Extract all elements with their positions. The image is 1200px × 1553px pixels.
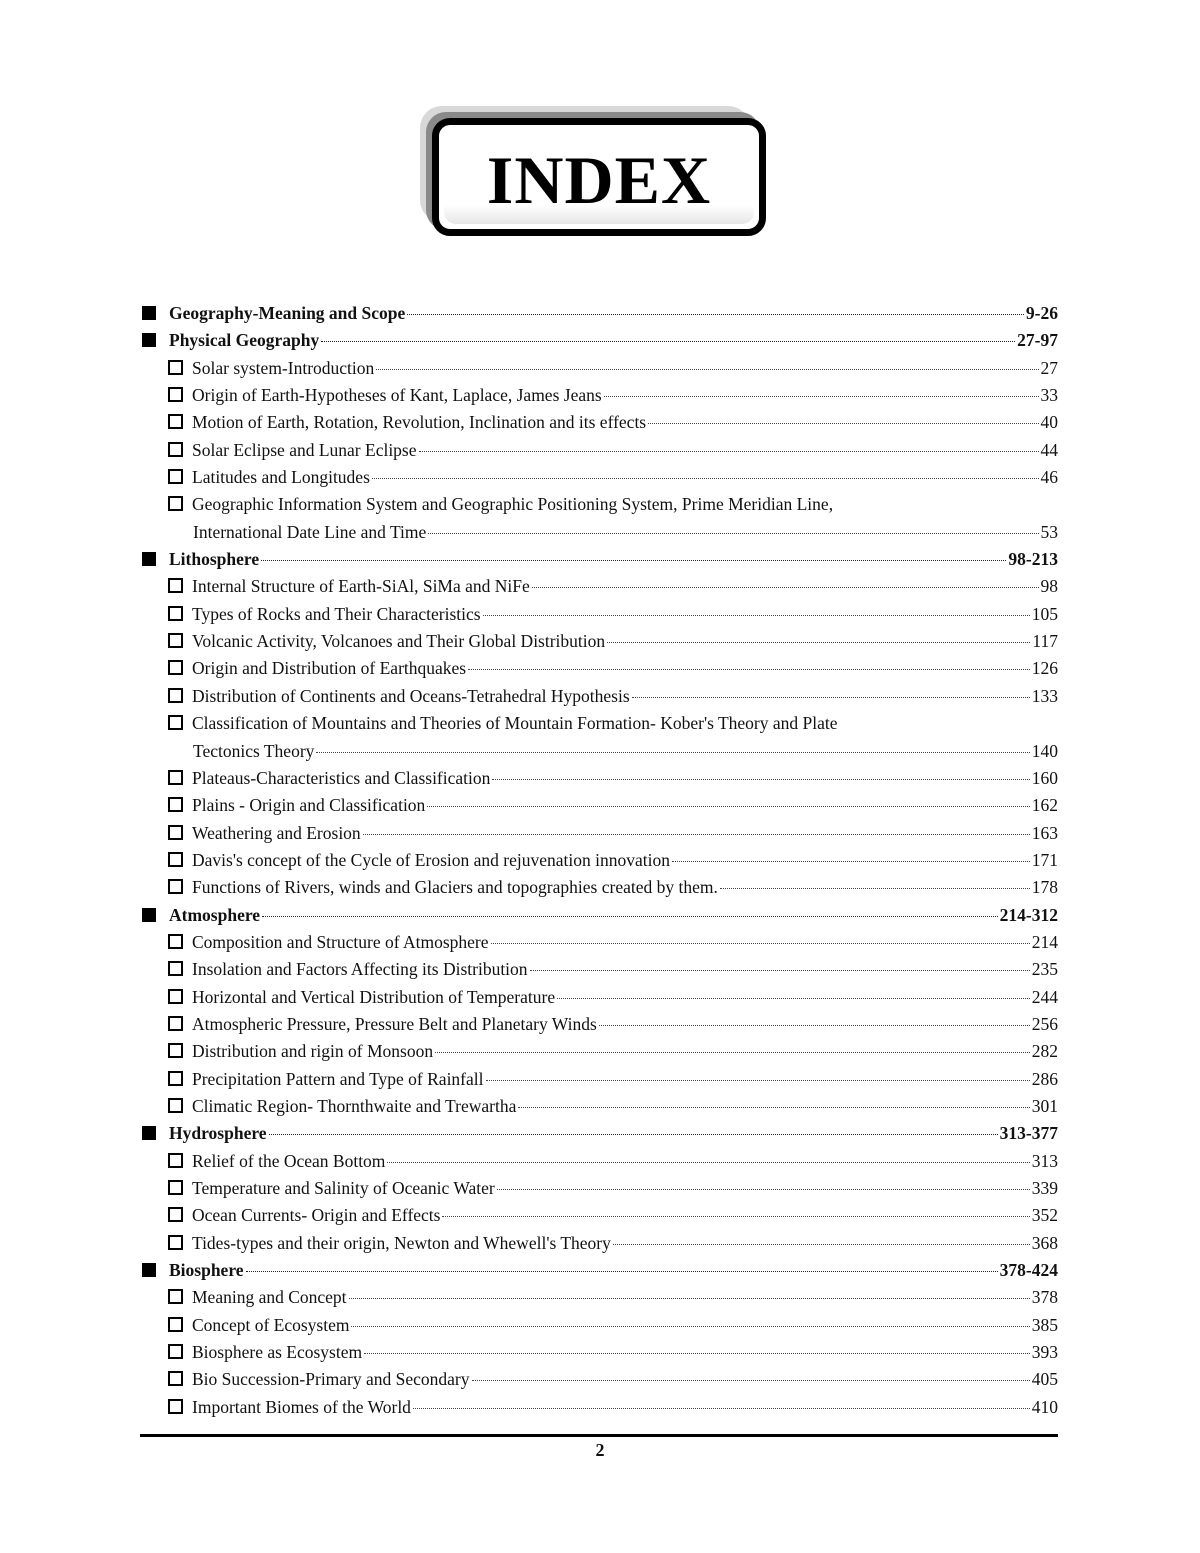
toc-entry-label: Origin and Distribution of Earthquakes (192, 658, 467, 679)
toc-entry-label: Latitudes and Longitudes (192, 467, 370, 488)
toc-entry-label: Internal Structure of Earth-SiAl, SiMa and NiFe (192, 576, 530, 597)
dot-leader (413, 1404, 1030, 1409)
hollow-square-bullet-icon (168, 1207, 183, 1222)
hollow-square-bullet-icon (168, 442, 183, 457)
dot-leader (483, 611, 1030, 616)
toc-entry-label: Classification of Mountains and Theories of Mountain Formation- Kober's Theory and Plate (192, 713, 838, 734)
hollow-square-bullet-icon (168, 633, 183, 648)
toc-entry-label: Tides-types and their origin, Newton and Whewell's Theory (192, 1232, 611, 1253)
toc-section-row[interactable] (142, 327, 1058, 354)
toc-entry-label: Weathering and Erosion (192, 822, 361, 843)
hollow-square-bullet-icon (168, 770, 183, 785)
toc-section-row[interactable] (142, 300, 1058, 327)
hollow-square-bullet-icon (168, 1153, 183, 1168)
toc-entry-label: Atmospheric Pressure, Pressure Belt and Planetary Winds (192, 1013, 597, 1034)
toc-entry-row[interactable] (142, 1011, 1058, 1038)
dot-leader (419, 447, 1039, 452)
toc-entry-row[interactable] (142, 984, 1058, 1011)
table-of-contents (142, 300, 1058, 1421)
dot-leader (321, 337, 1015, 342)
toc-entry-row[interactable] (142, 929, 1058, 956)
toc-page-number: 256 (1031, 1013, 1058, 1034)
hollow-square-bullet-icon (168, 688, 183, 703)
dot-leader (407, 310, 1024, 315)
toc-section-row[interactable] (142, 546, 1058, 573)
toc-entry-row[interactable] (142, 765, 1058, 792)
hollow-square-bullet-icon (168, 825, 183, 840)
toc-page-number: 162 (1031, 795, 1058, 816)
toc-page-number: 410 (1031, 1396, 1058, 1417)
hollow-square-bullet-icon (168, 469, 183, 484)
dot-leader (840, 721, 1056, 725)
hollow-square-bullet-icon (168, 1235, 183, 1250)
toc-entry-label: Lithosphere (169, 549, 260, 570)
toc-entry-row[interactable] (142, 519, 1058, 546)
dot-leader (316, 748, 1029, 753)
toc-entry-label: Temperature and Salinity of Oceanic Water (192, 1178, 495, 1198)
toc-entry-label: Concept of Ecosystem (192, 1314, 350, 1335)
toc-entry-row[interactable] (142, 1366, 1058, 1393)
toc-page-number: 53 (1040, 521, 1058, 542)
dot-leader (518, 1103, 1029, 1108)
toc-page-number: 286 (1031, 1068, 1058, 1089)
hollow-square-bullet-icon (168, 1071, 183, 1086)
toc-page-number: 378-424 (999, 1260, 1058, 1281)
toc-page-number: 98 (1040, 576, 1058, 597)
toc-entry-row[interactable] (142, 956, 1058, 983)
dot-leader (530, 966, 1030, 971)
toc-entry-row[interactable] (142, 355, 1058, 382)
dot-leader (472, 1376, 1030, 1381)
toc-entry-label: Horizontal and Vertical Distribution of Temperature (192, 986, 556, 1007)
filled-square-bullet-icon (142, 908, 156, 922)
toc-entry-label: Biosphere (169, 1260, 244, 1281)
toc-entry-label: Composition and Structure of Atmosphere (192, 931, 489, 952)
dot-leader (604, 392, 1039, 397)
toc-entry-label: Plains - Origin and Classification (192, 795, 426, 816)
toc-page-number: 33 (1040, 385, 1058, 406)
toc-entry-row[interactable] (142, 874, 1058, 901)
dot-leader (532, 583, 1039, 588)
toc-entry-label: Relief of the Ocean Bottom (192, 1150, 386, 1171)
toc-entry-row[interactable] (142, 1038, 1058, 1065)
dot-leader (648, 419, 1038, 424)
toc-entry-row[interactable] (142, 409, 1058, 436)
toc-page-number: 368 (1031, 1232, 1058, 1253)
toc-page-number: 27 (1040, 357, 1058, 378)
dot-leader (427, 802, 1029, 807)
dot-leader (468, 665, 1030, 670)
toc-entry-row[interactable] (142, 491, 1058, 518)
hollow-square-bullet-icon (168, 1344, 183, 1359)
hollow-square-bullet-icon (168, 496, 183, 511)
toc-entry-label: Solar system-Introduction (192, 357, 375, 378)
toc-page-number: 214-312 (999, 904, 1058, 925)
dot-leader (835, 502, 1056, 506)
toc-entry-row[interactable] (142, 1394, 1058, 1421)
dot-leader (428, 529, 1038, 534)
footer-divider (140, 1434, 1058, 1437)
filled-square-bullet-icon (142, 306, 156, 320)
toc-entry-row[interactable] (142, 601, 1058, 628)
dot-leader (599, 1021, 1030, 1026)
hollow-square-bullet-icon (168, 1399, 183, 1414)
toc-entry-label: Motion of Earth, Rotation, Revolution, Inclination and its effects (192, 412, 647, 433)
toc-entry-label: Tectonics Theory (193, 740, 315, 761)
hollow-square-bullet-icon (168, 961, 183, 976)
dot-leader (387, 1158, 1029, 1163)
dot-leader (607, 638, 1030, 643)
toc-page-number: 27-97 (1017, 330, 1058, 351)
toc-entry-label: Atmosphere (169, 904, 261, 925)
hollow-square-bullet-icon (168, 1180, 183, 1195)
toc-entry-row[interactable] (142, 1148, 1058, 1175)
toc-entry-row[interactable] (142, 1284, 1058, 1311)
toc-entry-row[interactable] (142, 847, 1058, 874)
hollow-square-bullet-icon (168, 879, 183, 894)
hollow-square-bullet-icon (168, 1016, 183, 1031)
toc-page-number: 313 (1031, 1150, 1058, 1171)
toc-entry-row[interactable] (142, 437, 1058, 464)
title-frame (432, 118, 766, 236)
toc-page-number: 9-26 (1025, 303, 1058, 323)
toc-page-number: 235 (1031, 959, 1058, 980)
toc-entry-label: Origin of Earth-Hypotheses of Kant, Laplace, James Jeans (192, 385, 602, 406)
hollow-square-bullet-icon (168, 989, 183, 1004)
toc-section-row[interactable] (142, 1257, 1058, 1284)
dot-leader (363, 830, 1030, 835)
toc-entry-row[interactable] (142, 382, 1058, 409)
hollow-square-bullet-icon (168, 606, 183, 621)
toc-page-number: 244 (1031, 986, 1058, 1007)
toc-page-number: 140 (1031, 740, 1058, 761)
toc-page-number: 214 (1031, 931, 1058, 952)
hollow-square-bullet-icon (168, 715, 183, 730)
toc-entry-label: International Date Line and Time (193, 521, 427, 542)
dot-leader (486, 1076, 1030, 1081)
toc-entry-row[interactable] (142, 628, 1058, 655)
toc-entry-label: Types of Rocks and Their Characteristics (192, 603, 481, 624)
dot-leader (442, 1212, 1029, 1217)
toc-entry-label: Distribution and rigin of Monsoon (192, 1041, 434, 1062)
toc-page-number: 40 (1040, 412, 1058, 433)
toc-entry-label: Meaning and Concept (192, 1287, 347, 1308)
toc-entry-row[interactable] (142, 1093, 1058, 1120)
hollow-square-bullet-icon (168, 1371, 183, 1386)
toc-entry-row[interactable] (142, 683, 1058, 710)
toc-entry-row[interactable] (142, 710, 1058, 737)
toc-entry-label: Precipitation Pattern and Type of Rainfall (192, 1068, 484, 1089)
toc-entry-row[interactable] (142, 1066, 1058, 1093)
toc-entry-label: Plateaus-Characteristics and Classification (192, 767, 491, 788)
dot-leader (632, 693, 1030, 698)
toc-page-number: 313-377 (999, 1123, 1058, 1144)
hollow-square-bullet-icon (168, 360, 183, 375)
dot-leader (246, 1267, 998, 1272)
toc-page-number: 352 (1031, 1205, 1058, 1226)
toc-page-number: 339 (1031, 1178, 1058, 1198)
toc-page-number: 44 (1040, 439, 1058, 460)
index-title-badge (420, 106, 766, 236)
toc-entry-label: Distribution of Continents and Oceans-Tetrahedral Hypothesis (192, 685, 630, 706)
dot-leader (372, 474, 1039, 479)
filled-square-bullet-icon (142, 1126, 156, 1140)
toc-entry-label: Bio Succession-Primary and Secondary (192, 1369, 470, 1390)
toc-page-number: 98-213 (1008, 549, 1058, 570)
toc-page-number: 385 (1031, 1314, 1058, 1335)
toc-page-number: 393 (1031, 1342, 1058, 1363)
toc-entry-label: Geography-Meaning and Scope (169, 303, 406, 323)
page-number-text: 2 (595, 1440, 605, 1460)
toc-page-number: 301 (1031, 1095, 1058, 1116)
toc-page-number: 160 (1031, 767, 1058, 788)
toc-entry-row[interactable] (142, 820, 1058, 847)
hollow-square-bullet-icon (168, 852, 183, 867)
toc-entry-label: Ocean Currents- Origin and Effects (192, 1205, 441, 1226)
hollow-square-bullet-icon (168, 1043, 183, 1058)
toc-entry-row[interactable] (142, 792, 1058, 819)
toc-page-number: 282 (1031, 1041, 1058, 1062)
dot-leader (262, 912, 998, 917)
dot-leader (672, 857, 1030, 862)
toc-section-row[interactable] (142, 902, 1058, 929)
hollow-square-bullet-icon (168, 387, 183, 402)
toc-entry-label: Volcanic Activity, Volcanoes and Their Global Distribution (192, 631, 606, 652)
page-number (0, 1440, 1200, 1461)
toc-page-number: 117 (1032, 631, 1058, 652)
dot-leader (435, 1048, 1030, 1053)
toc-section-row[interactable] (142, 1120, 1058, 1147)
toc-entry-label: Important Biomes of the World (192, 1396, 411, 1417)
toc-entry-row[interactable] (142, 464, 1058, 491)
toc-page-number: 178 (1031, 877, 1058, 898)
toc-page-number: 46 (1040, 467, 1058, 488)
toc-entry-label: Insolation and Factors Affecting its Distribution (192, 959, 528, 980)
toc-entry-label: Davis's concept of the Cycle of Erosion and rejuvenation innovation (192, 849, 670, 870)
filled-square-bullet-icon (142, 333, 156, 347)
filled-square-bullet-icon (142, 552, 156, 566)
dot-leader (497, 1185, 1030, 1190)
filled-square-bullet-icon (142, 1263, 156, 1277)
dot-leader (613, 1240, 1030, 1245)
toc-entry-label: Solar Eclipse and Lunar Eclipse (192, 439, 417, 460)
toc-entry-label: Climatic Region- Thornthwaite and Trewartha (192, 1095, 517, 1116)
dot-leader (376, 365, 1038, 370)
toc-entry-row[interactable] (142, 1175, 1058, 1202)
toc-page-number: 378 (1031, 1287, 1058, 1308)
toc-page-number: 126 (1031, 658, 1058, 679)
toc-entry-row[interactable] (142, 1202, 1058, 1229)
toc-page-number: 405 (1031, 1369, 1058, 1390)
toc-page-number: 171 (1031, 849, 1058, 870)
hollow-square-bullet-icon (168, 1098, 183, 1113)
hollow-square-bullet-icon (168, 934, 183, 949)
toc-entry-row[interactable] (142, 1230, 1058, 1257)
dot-leader (720, 884, 1030, 889)
toc-entry-row[interactable] (142, 1312, 1058, 1339)
hollow-square-bullet-icon (168, 414, 183, 429)
toc-entry-row[interactable] (142, 573, 1058, 600)
dot-leader (492, 775, 1029, 780)
dot-leader (261, 556, 1006, 561)
dot-leader (269, 1130, 998, 1135)
dot-leader (351, 1322, 1029, 1327)
toc-page-number: 163 (1031, 822, 1058, 843)
toc-entry-label: Functions of Rivers, winds and Glaciers and topographies created by them. (192, 877, 718, 898)
page-title: INDEX (486, 142, 712, 218)
dot-leader (491, 939, 1030, 944)
toc-page-number: 133 (1031, 685, 1058, 706)
dot-leader (364, 1349, 1030, 1354)
toc-page-number: 105 (1031, 603, 1058, 624)
hollow-square-bullet-icon (168, 797, 183, 812)
toc-entry-label: Biosphere as Ecosystem (192, 1342, 363, 1363)
toc-entry-row[interactable] (142, 655, 1058, 682)
hollow-square-bullet-icon (168, 1289, 183, 1304)
dot-leader (349, 1294, 1030, 1299)
toc-entry-row[interactable] (142, 1339, 1058, 1366)
hollow-square-bullet-icon (168, 1317, 183, 1332)
hollow-square-bullet-icon (168, 660, 183, 675)
toc-entry-label: Geographic Information System and Geographic Positioning System, Prime Meridian Line, (192, 494, 834, 515)
toc-entry-label: Physical Geography (169, 330, 320, 351)
hollow-square-bullet-icon (168, 578, 183, 593)
toc-entry-label: Hydrosphere (169, 1123, 267, 1144)
toc-entry-row[interactable] (142, 738, 1058, 765)
dot-leader (557, 994, 1030, 999)
